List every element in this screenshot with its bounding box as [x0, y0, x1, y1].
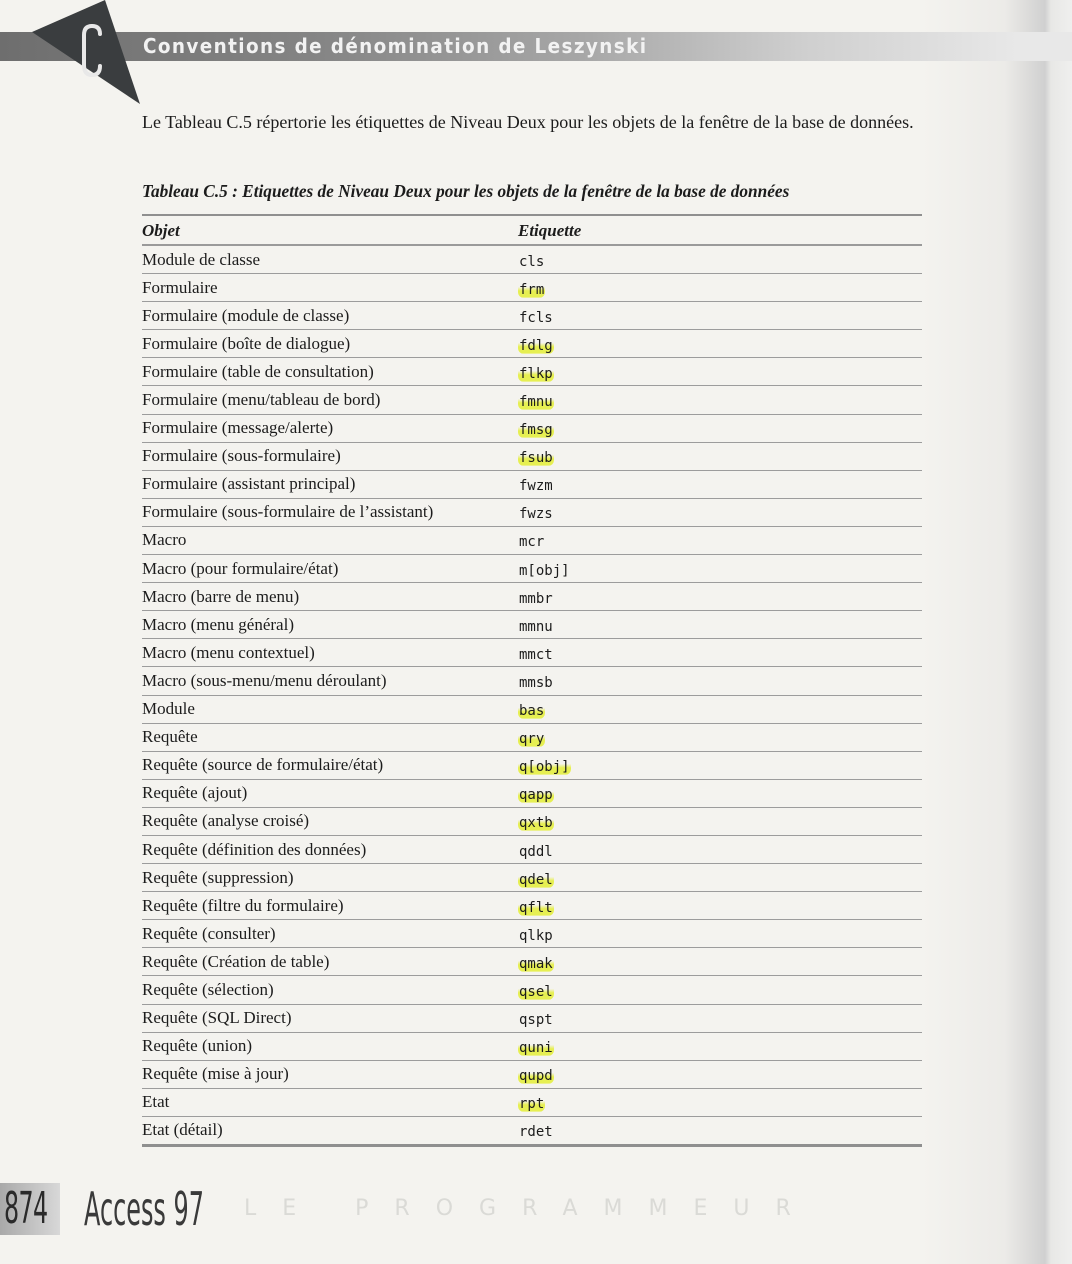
cell-etiquette: [518, 362, 922, 382]
table-row: [142, 752, 922, 780]
cell-etiquette: [518, 1064, 922, 1084]
tag: mmct: [519, 646, 553, 663]
tag: fwzm: [519, 478, 553, 495]
cell-objet: Macro: [142, 530, 187, 550]
column-header-objet: Objet: [142, 221, 180, 240]
cell-objet: Requête (mise à jour): [142, 1064, 289, 1084]
cell-etiquette: [518, 418, 922, 438]
highlighted-tag: fmsg: [519, 422, 553, 439]
cell-objet: Macro (menu contextuel): [142, 642, 315, 662]
highlighted-tag: flkp: [519, 365, 553, 382]
table-row: [142, 892, 922, 920]
table-row: [142, 920, 922, 948]
cell-etiquette: [518, 390, 922, 410]
cell-objet: Formulaire (sous-formulaire de l’assistant): [142, 502, 434, 522]
table-row: [142, 1033, 922, 1061]
cell-objet: Macro (pour formulaire/état): [142, 558, 339, 578]
tag: fcls: [519, 309, 553, 326]
table-row: [142, 555, 922, 583]
table-row: [142, 864, 922, 892]
cell-etiquette: [518, 615, 922, 635]
column-header-etiquette: Etiquette: [518, 221, 582, 240]
cell-etiquette: [518, 334, 922, 354]
cell-etiquette: [518, 502, 922, 522]
table-body: [142, 246, 922, 1147]
cell-objet: Requête (union): [142, 1036, 252, 1056]
table-row: [142, 639, 922, 667]
cell-etiquette: [518, 699, 922, 719]
table-row: [142, 611, 922, 639]
cell-objet: Module: [142, 699, 195, 719]
cell-etiquette: [518, 1008, 922, 1028]
table-row: [142, 471, 922, 499]
table-row: [142, 948, 922, 976]
table-caption: Tableau C.5 : Etiquettes de Niveau Deux pour les objets de la fenêtre de la base de données: [142, 181, 790, 201]
highlighted-tag: bas: [519, 703, 545, 720]
tag: mmbr: [519, 590, 553, 607]
cell-objet: Requête (sélection): [142, 979, 274, 999]
cell-etiquette: [518, 924, 922, 944]
cell-etiquette: [518, 980, 922, 1000]
highlighted-tag: fdlg: [519, 337, 553, 354]
table-row: [142, 1005, 922, 1033]
cell-objet: Formulaire (menu/tableau de bord): [142, 390, 381, 410]
cell-etiquette: [518, 755, 922, 775]
intro-paragraph: Le Tableau C.5 répertorie les étiquettes de Niveau Deux pour les objets de la fenêtre de la base de données.: [142, 112, 914, 132]
cell-objet: Requête (ajout): [142, 783, 248, 803]
table-row: [142, 386, 922, 414]
highlighted-tag: qflt: [519, 899, 553, 916]
highlighted-tag: rpt: [519, 1096, 545, 1113]
table-row: [142, 415, 922, 443]
table-row: [142, 274, 922, 302]
table-top-rule: [142, 214, 922, 216]
cell-objet: Formulaire (boîte de dialogue): [142, 333, 351, 353]
table-row: [142, 667, 922, 695]
tag: m[obj]: [519, 562, 570, 579]
page-gutter-shadow: [922, 0, 1072, 1264]
highlighted-tag: qry: [519, 731, 545, 748]
cell-etiquette: [518, 783, 922, 803]
table-row: [142, 499, 922, 527]
cell-etiquette: [518, 559, 922, 579]
cell-etiquette: [518, 840, 922, 860]
cell-objet: Formulaire (table de consultation): [142, 361, 374, 381]
highlighted-tag: qdel: [519, 871, 553, 888]
cell-etiquette: [518, 896, 922, 916]
table-row: [142, 302, 922, 330]
highlighted-tag: fmnu: [519, 394, 553, 411]
series-watermark: LE PROGRAMMEUR: [244, 1196, 817, 1221]
table-row: [142, 976, 922, 1004]
cell-etiquette: [518, 811, 922, 831]
table-row: [142, 1089, 922, 1117]
cell-objet: Requête (SQL Direct): [142, 1008, 292, 1028]
table-row: [142, 443, 922, 471]
cell-etiquette: [518, 530, 922, 550]
tag: fwzs: [519, 506, 553, 523]
table-row: [142, 246, 922, 274]
table-row: [142, 330, 922, 358]
book-title: Access 97: [84, 1182, 204, 1236]
tag: cls: [519, 253, 545, 270]
highlighted-tag: fsub: [519, 450, 553, 467]
cell-objet: Etat (détail): [142, 1120, 223, 1140]
cell-etiquette: [518, 1092, 922, 1112]
cell-objet: Formulaire (assistant principal): [142, 474, 356, 494]
tag: mmsb: [519, 674, 553, 691]
cell-etiquette: [518, 278, 922, 298]
highlighted-tag: quni: [519, 1040, 553, 1057]
cell-etiquette: [518, 1120, 922, 1140]
chapter-tab-triangle-icon: [30, 0, 140, 104]
chapter-title: Conventions de dénomination de Leszynski: [143, 34, 648, 58]
table-row: [142, 724, 922, 752]
cell-objet: Formulaire: [142, 277, 218, 297]
cell-etiquette: [518, 306, 922, 326]
cell-objet: Requête (consulter): [142, 923, 276, 943]
cell-objet: Formulaire (message/alerte): [142, 418, 334, 438]
table-row: [142, 358, 922, 386]
tag: mmnu: [519, 618, 553, 635]
table-row: [142, 836, 922, 864]
cell-objet: Requête (suppression): [142, 867, 294, 887]
cell-objet: Etat: [142, 1092, 170, 1112]
cell-objet: Macro (menu général): [142, 614, 294, 634]
tag: mcr: [519, 534, 545, 551]
cell-etiquette: [518, 1036, 922, 1056]
cell-objet: Requête: [142, 727, 198, 747]
cell-objet: Formulaire (module de classe): [142, 305, 350, 325]
tag: qlkp: [519, 927, 553, 944]
highlighted-tag: qupd: [519, 1068, 553, 1085]
cell-etiquette: [518, 446, 922, 466]
cell-etiquette: [518, 952, 922, 972]
cell-objet: Requête (filtre du formulaire): [142, 895, 344, 915]
cell-objet: Requête (définition des données): [142, 839, 367, 859]
tag: rdet: [519, 1124, 553, 1141]
highlighted-tag: frm: [519, 281, 545, 298]
cell-objet: Macro (sous-menu/menu déroulant): [142, 670, 387, 690]
cell-objet: Module de classe: [142, 249, 261, 269]
cell-etiquette: [518, 727, 922, 747]
table-row: [142, 1117, 922, 1147]
cell-objet: Requête (source de formulaire/état): [142, 755, 384, 775]
cell-etiquette: [518, 671, 922, 691]
cell-objet: Macro (barre de menu): [142, 586, 300, 606]
cell-objet: Formulaire (sous-formulaire): [142, 446, 341, 466]
cell-etiquette: [518, 250, 922, 270]
tag: qddl: [519, 843, 553, 860]
table-row: [142, 1061, 922, 1089]
table-row: [142, 780, 922, 808]
page-number-box: [0, 1183, 60, 1235]
cell-objet: Requête (analyse croisé): [142, 811, 310, 831]
table-row: [142, 527, 922, 555]
highlighted-tag: qxtb: [519, 815, 553, 832]
cell-etiquette: [518, 868, 922, 888]
table-row: [142, 696, 922, 724]
cell-etiquette: [518, 474, 922, 494]
cell-etiquette: [518, 643, 922, 663]
highlighted-tag: qsel: [519, 983, 553, 1000]
tag: qspt: [519, 1012, 553, 1029]
highlighted-tag: qmak: [519, 955, 553, 972]
cell-etiquette: [518, 587, 922, 607]
table-row: [142, 808, 922, 836]
cell-objet: Requête (Création de table): [142, 951, 330, 971]
table-row: [142, 583, 922, 611]
labels-table: [142, 214, 922, 1147]
highlighted-tag: q[obj]: [519, 759, 570, 776]
table-header: [142, 218, 922, 246]
highlighted-tag: qapp: [519, 787, 553, 804]
page-number: 874: [4, 1183, 48, 1234]
